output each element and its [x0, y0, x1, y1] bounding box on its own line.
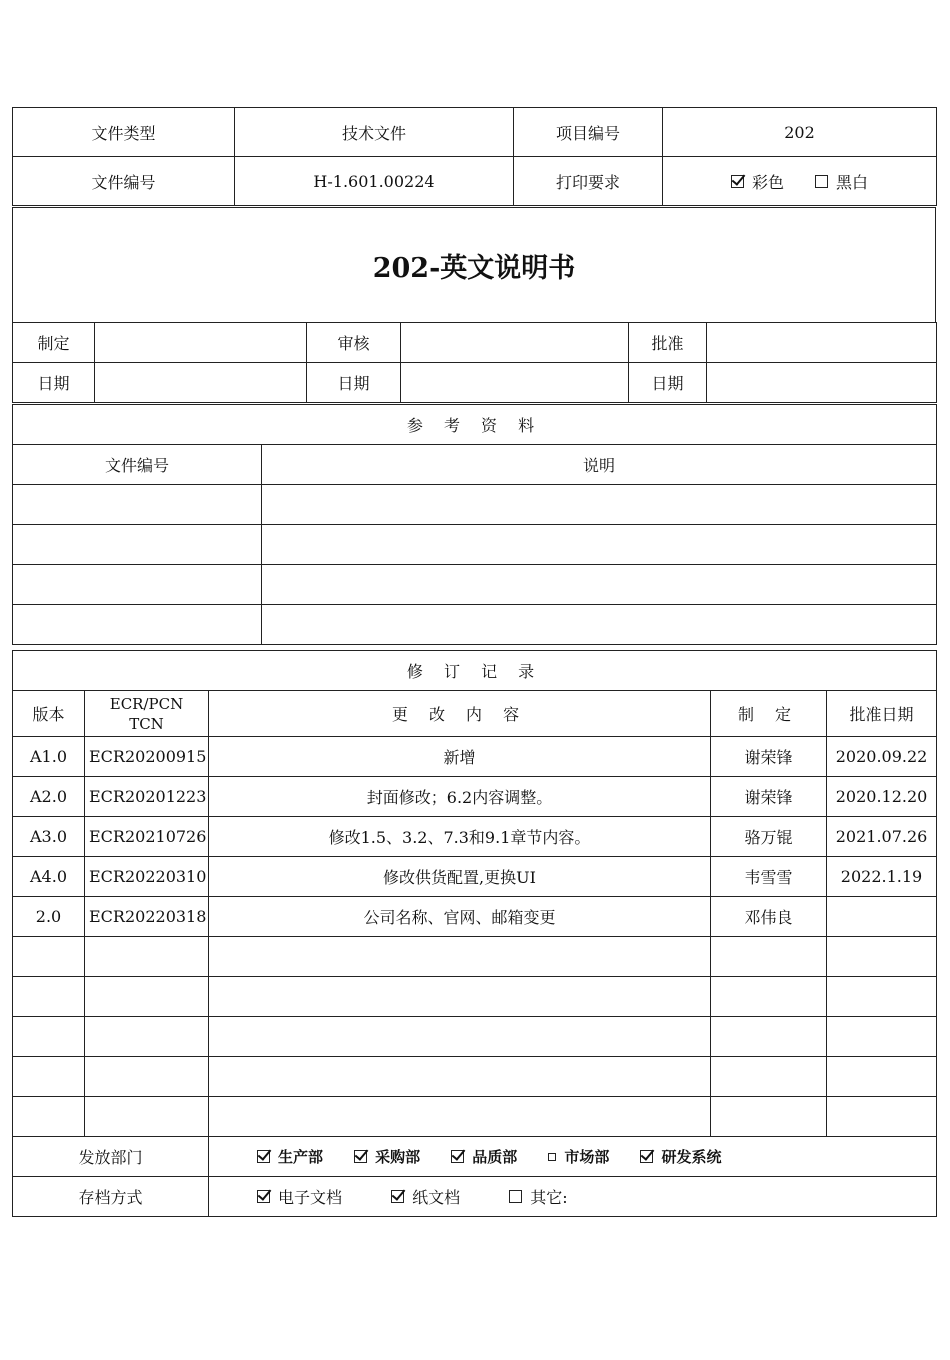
- revision-ecr: ECR20210726: [85, 817, 209, 857]
- revision-change: 修改供货配置,更换UI: [209, 857, 711, 897]
- review-date-label: 日期: [307, 363, 401, 403]
- doc-no-value: H-1.601.00224: [235, 157, 514, 206]
- table-row: [13, 565, 937, 605]
- revision-col-change: 更 改 内 容: [209, 691, 711, 737]
- table-row: [13, 977, 937, 1017]
- revision-cell[interactable]: [13, 1057, 85, 1097]
- revision-cell[interactable]: [85, 1057, 209, 1097]
- revision-change: 封面修改；6.2内容调整。: [209, 777, 711, 817]
- table-row: [13, 1097, 937, 1137]
- doc-type-label: 文件类型: [13, 108, 235, 157]
- revision-cell[interactable]: [13, 937, 85, 977]
- made-value[interactable]: [95, 323, 307, 363]
- table-row: [13, 897, 937, 937]
- checkbox-empty-icon[interactable]: [548, 1153, 556, 1161]
- made-date-label: 日期: [13, 363, 95, 403]
- revision-cell[interactable]: [13, 977, 85, 1017]
- table-row: [13, 817, 937, 857]
- project-no-value: 202: [663, 108, 937, 157]
- checkbox-checked-icon[interactable]: [391, 1190, 404, 1203]
- revision-table: [12, 650, 937, 1217]
- doc-no-label: 文件编号: [13, 157, 235, 206]
- header-row-docno: [13, 157, 937, 206]
- reference-cell[interactable]: [13, 565, 262, 605]
- table-row: [13, 857, 937, 897]
- table-row: [13, 525, 937, 565]
- distribution-options: [209, 1137, 937, 1177]
- revision-change: 公司名称、官网、邮箱变更: [209, 897, 711, 937]
- revision-cell[interactable]: [827, 937, 937, 977]
- checkbox-checked-icon[interactable]: [257, 1190, 270, 1203]
- revision-col-ecr-line2: TCN: [129, 714, 164, 733]
- doc-type-value: 技术文件: [235, 108, 514, 157]
- revision-cell[interactable]: [209, 1057, 711, 1097]
- revision-col-made: 制 定: [711, 691, 827, 737]
- signoff-row-dates: [13, 363, 937, 403]
- archive-row: [13, 1177, 937, 1217]
- made-label: 制定: [13, 323, 95, 363]
- title-table: [12, 207, 936, 323]
- checkbox-checked-icon[interactable]: [640, 1150, 653, 1163]
- reference-col-doc-no: 文件编号: [13, 445, 262, 485]
- header-row-type: [13, 108, 937, 157]
- header-table: [12, 107, 937, 206]
- reference-cell[interactable]: [13, 525, 262, 565]
- checkbox-checked-icon[interactable]: [354, 1150, 367, 1163]
- checkbox-checked-icon[interactable]: [731, 175, 744, 188]
- dept-rnd[interactable]: 研发系统: [640, 1146, 721, 1167]
- distribution-row: [13, 1137, 937, 1177]
- revision-version: A2.0: [13, 777, 85, 817]
- revision-cell[interactable]: [85, 937, 209, 977]
- revision-ecr: ECR20220310: [85, 857, 209, 897]
- archive-options: [209, 1177, 937, 1217]
- revision-version: A1.0: [13, 737, 85, 777]
- signoff-row-names: [13, 323, 937, 363]
- checkbox-checked-icon[interactable]: [257, 1150, 270, 1163]
- revision-header-row: [13, 691, 937, 737]
- dept-quality[interactable]: 品质部: [451, 1146, 517, 1167]
- revision-cell[interactable]: [711, 937, 827, 977]
- revision-cell[interactable]: [85, 1097, 209, 1137]
- project-no-label: 项目编号: [514, 108, 663, 157]
- print-options: [663, 157, 937, 206]
- revision-date: 2022.1.19: [827, 857, 937, 897]
- archive-label: 存档方式: [13, 1177, 209, 1217]
- table-row: [13, 777, 937, 817]
- review-value[interactable]: [401, 323, 629, 363]
- revision-cell[interactable]: [13, 1017, 85, 1057]
- reference-section-title: 参 考 资 料: [13, 405, 937, 445]
- made-date-value[interactable]: [95, 363, 307, 403]
- reference-cell[interactable]: [262, 485, 937, 525]
- revision-cell[interactable]: [209, 937, 711, 977]
- checkbox-empty-icon[interactable]: [509, 1190, 522, 1203]
- revision-cell[interactable]: [827, 1097, 937, 1137]
- reference-cell[interactable]: [262, 565, 937, 605]
- revision-cell[interactable]: [711, 1057, 827, 1097]
- revision-cell[interactable]: [85, 977, 209, 1017]
- checkbox-empty-icon[interactable]: [815, 175, 828, 188]
- revision-cell[interactable]: [13, 1097, 85, 1137]
- approve-value[interactable]: [707, 323, 937, 363]
- table-row: [13, 937, 937, 977]
- approve-date-value[interactable]: [707, 363, 937, 403]
- revision-version: A4.0: [13, 857, 85, 897]
- revision-cell[interactable]: [85, 1017, 209, 1057]
- revision-ecr: ECR20220318: [85, 897, 209, 937]
- revision-ecr: ECR20200915: [85, 737, 209, 777]
- revision-made: 谢荣锋: [711, 777, 827, 817]
- dept-production[interactable]: 生产部: [257, 1146, 323, 1167]
- archive-electronic[interactable]: 电子文档: [257, 1185, 342, 1208]
- revision-change: 新增: [209, 737, 711, 777]
- approve-label: 批准: [629, 323, 707, 363]
- archive-paper[interactable]: 纸文档: [391, 1185, 460, 1208]
- reference-col-desc: 说明: [262, 445, 937, 485]
- revision-cell[interactable]: [209, 977, 711, 1017]
- revision-cell[interactable]: [209, 1017, 711, 1057]
- revision-made: 邓伟良: [711, 897, 827, 937]
- revision-made: 韦雪雪: [711, 857, 827, 897]
- revision-cell[interactable]: [827, 977, 937, 1017]
- revision-col-ecr-line1: ECR/PCN: [109, 694, 184, 713]
- table-row: [13, 737, 937, 777]
- revision-cell[interactable]: [827, 1057, 937, 1097]
- print-option-bw[interactable]: 黑白: [815, 170, 868, 193]
- review-date-value[interactable]: [401, 363, 629, 403]
- document-title: 202-英文说明书: [13, 208, 936, 323]
- dept-marketing[interactable]: 市场部: [548, 1146, 609, 1167]
- revision-cell[interactable]: [711, 977, 827, 1017]
- print-label: 打印要求: [514, 157, 663, 206]
- revision-date: 2020.12.20: [827, 777, 937, 817]
- revision-section-title: 修 订 记 录: [13, 651, 937, 691]
- revision-date: 2020.09.22: [827, 737, 937, 777]
- revision-col-version: 版本: [13, 691, 85, 737]
- archive-other[interactable]: 其它:: [509, 1185, 567, 1208]
- revision-change: 修改1.5、3.2、7.3和9.1章节内容。: [209, 817, 711, 857]
- table-row: [13, 485, 937, 525]
- reference-table: [12, 404, 937, 645]
- reference-cell[interactable]: [13, 605, 262, 645]
- revision-col-ecr: [85, 691, 209, 737]
- dept-purchasing[interactable]: 采购部: [354, 1146, 420, 1167]
- reference-cell[interactable]: [262, 525, 937, 565]
- reference-cell[interactable]: [13, 485, 262, 525]
- table-row: [13, 605, 937, 645]
- table-row: [13, 1017, 937, 1057]
- signoff-table: [12, 322, 937, 403]
- revision-version: A3.0: [13, 817, 85, 857]
- revision-cell[interactable]: [711, 1097, 827, 1137]
- revision-date: [827, 897, 937, 937]
- revision-cell[interactable]: [209, 1097, 711, 1137]
- checkbox-checked-icon[interactable]: [451, 1150, 464, 1163]
- revision-col-date: 批准日期: [827, 691, 937, 737]
- review-label: 审核: [307, 323, 401, 363]
- revision-made: 谢荣锋: [711, 737, 827, 777]
- distribution-label: 发放部门: [13, 1137, 209, 1177]
- reference-cell[interactable]: [262, 605, 937, 645]
- revision-cell[interactable]: [711, 1017, 827, 1057]
- revision-date: 2021.07.26: [827, 817, 937, 857]
- approve-date-label: 日期: [629, 363, 707, 403]
- table-row: [13, 1057, 937, 1097]
- revision-cell[interactable]: [827, 1017, 937, 1057]
- revision-version: 2.0: [13, 897, 85, 937]
- revision-ecr: ECR20201223: [85, 777, 209, 817]
- reference-header-row: [13, 445, 937, 485]
- print-option-color[interactable]: 彩色: [731, 170, 784, 193]
- revision-made: 骆万锟: [711, 817, 827, 857]
